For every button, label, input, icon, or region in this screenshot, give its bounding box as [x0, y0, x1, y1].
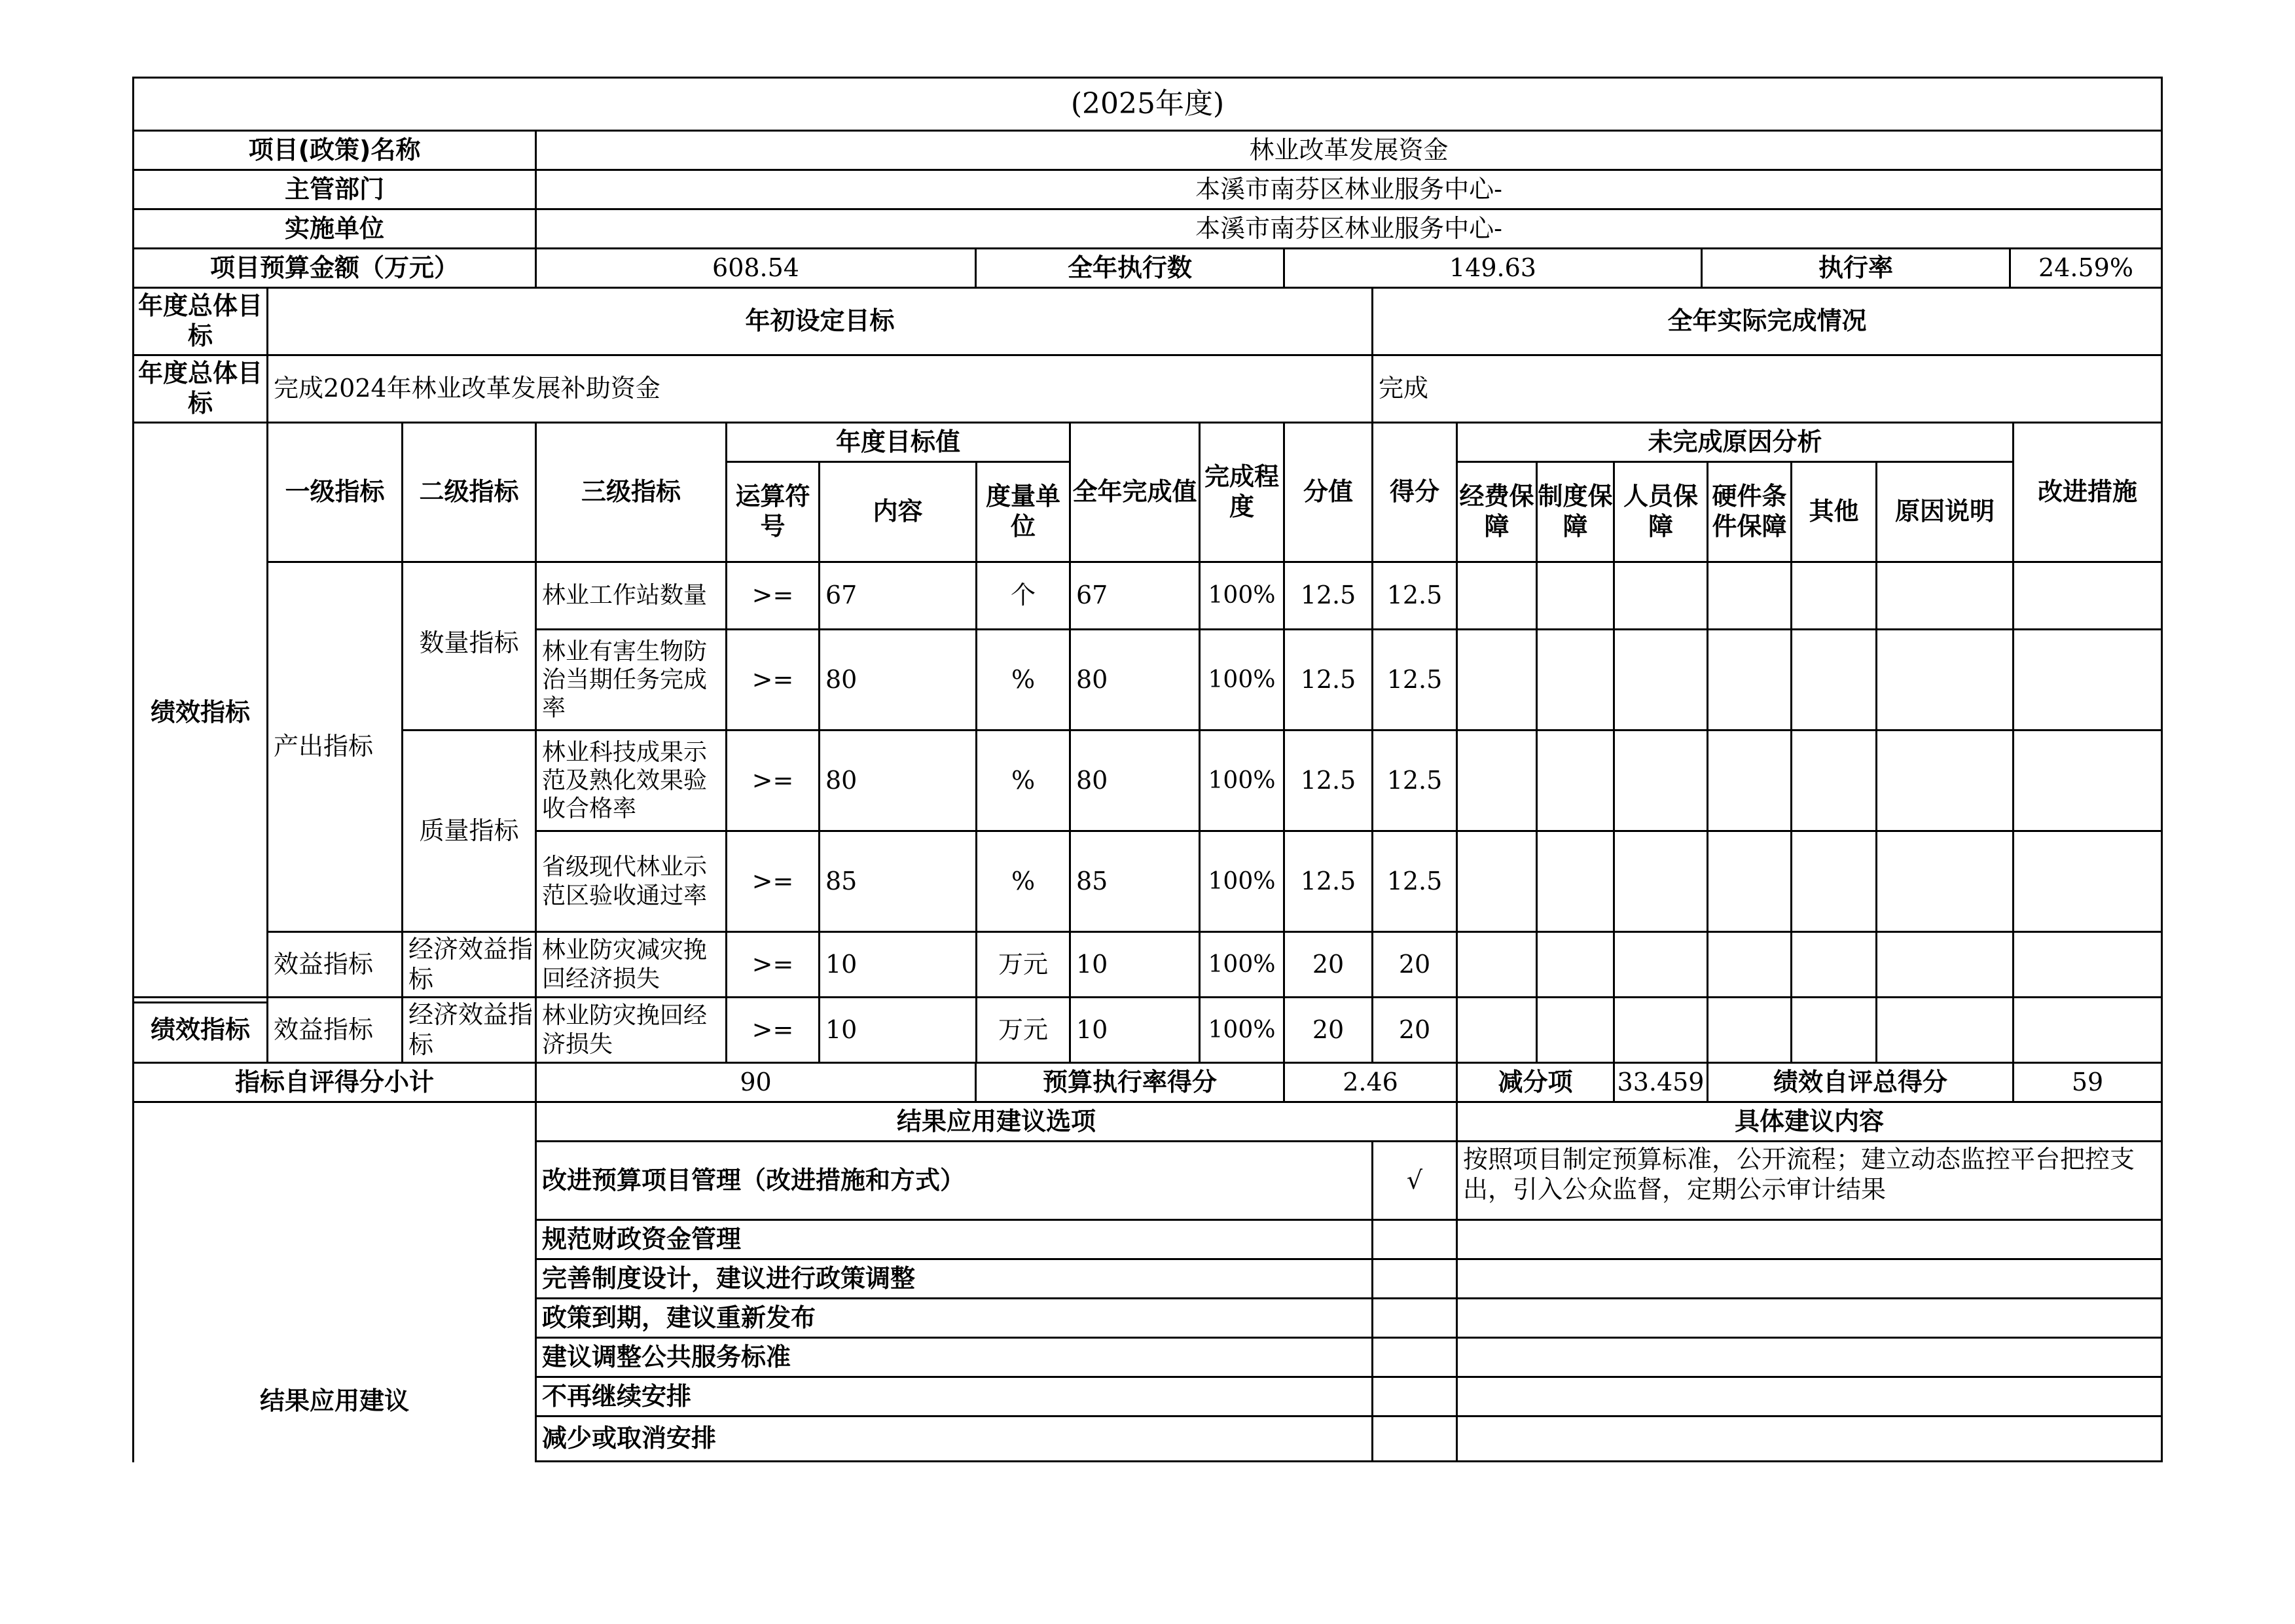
indicator-content: 10: [818, 996, 977, 1064]
indicator-name: 省级现代林业示范区验收通过率: [535, 830, 727, 933]
empty-cell: [1790, 628, 1877, 731]
empty-cell: [2012, 561, 2163, 630]
indicator-content: 67: [818, 561, 977, 630]
empty-cell: [1790, 561, 1877, 630]
subtotal-value: 90: [535, 1062, 977, 1103]
indicator-score: 12.5: [1371, 628, 1458, 731]
empty-cell: [1536, 996, 1615, 1064]
fund-header: 经费保障: [1456, 461, 1538, 563]
option-check: [1371, 1258, 1458, 1299]
empty-cell: [1790, 996, 1877, 1064]
indicator-done: 80: [1069, 628, 1201, 731]
indicator-name: 林业有害生物防治当期任务完成率: [535, 628, 727, 731]
budget-value: 608.54: [535, 247, 977, 289]
total-value: 59: [2012, 1062, 2163, 1103]
option-label: 建议调整公共服务标准: [535, 1337, 1373, 1378]
level1-benefit-b: 效益指标: [266, 996, 403, 1064]
option-advice: [1456, 1337, 2163, 1378]
empty-cell: [1875, 996, 2014, 1064]
page-title: (2025年度): [132, 77, 2163, 132]
degree-header: 完成程度: [1199, 422, 1285, 563]
indicator-value: 12.5: [1283, 729, 1373, 832]
indicator-degree: 100%: [1199, 729, 1285, 832]
indicator-content: 80: [818, 628, 977, 731]
empty-cell: [1707, 830, 1792, 933]
hardware-header: 硬件条件保障: [1707, 461, 1792, 563]
empty-cell: [1707, 628, 1792, 731]
indicator-value: 20: [1283, 996, 1373, 1064]
goal-text: 完成2024年林业改革发展补助资金: [266, 354, 1373, 424]
empty-cell: [1790, 830, 1877, 933]
indicator-name: 林业工作站数量: [535, 561, 727, 630]
empty-cell: [1790, 729, 1877, 832]
indicator-done: 67: [1069, 561, 1201, 630]
indicator-degree: 100%: [1199, 628, 1285, 731]
level2-quantity: 数量指标: [401, 561, 537, 731]
indicator-operator: >=: [725, 561, 820, 630]
indicator-value: 12.5: [1283, 561, 1373, 630]
implementer-label: 实施单位: [132, 208, 537, 249]
option-check: [1371, 1219, 1458, 1260]
department-label: 主管部门: [132, 169, 537, 210]
level2-econ-a: 经济效益指标: [401, 931, 537, 998]
option-label: 完善制度设计，建议进行政策调整: [535, 1258, 1373, 1299]
deduct-label: 减分项: [1456, 1062, 1615, 1103]
level1-output: 产出指标: [266, 561, 403, 933]
budget-score-value: 2.46: [1283, 1062, 1458, 1103]
exec-rate-label: 执行率: [1701, 247, 2011, 289]
level2-quality: 质量指标: [401, 729, 537, 933]
empty-cell: [1456, 830, 1538, 933]
indicator-content: 80: [818, 729, 977, 832]
empty-cell: [1707, 729, 1792, 832]
indicator-name: 林业科技成果示范及熟化效果验收合格率: [535, 729, 727, 832]
empty-cell: [1536, 931, 1615, 998]
budget-score-label: 预算执行率得分: [975, 1062, 1285, 1103]
indicator-operator: >=: [725, 830, 820, 933]
exec-rate-value: 24.59%: [2009, 247, 2163, 289]
option-check: [1371, 1297, 1458, 1339]
reason-header: 未完成原因分析: [1456, 422, 2014, 463]
indicator-name: 林业防灾挽回经济损失: [535, 996, 727, 1064]
option-label: 减少或取消安排: [535, 1415, 1373, 1462]
indicator-unit: 万元: [975, 931, 1071, 998]
total-label: 绩效自评总得分: [1707, 1062, 2014, 1103]
option-advice: [1456, 1415, 2163, 1462]
empty-cell: [1875, 628, 2014, 731]
option-check: [1371, 1415, 1458, 1462]
empty-cell: [2012, 729, 2163, 832]
annual-exec-value: 149.63: [1283, 247, 1703, 289]
perf-label: 绩效指标: [132, 422, 268, 1003]
indicator-operator: >=: [725, 931, 820, 998]
indicator-score: 20: [1371, 996, 1458, 1064]
empty-cell: [1613, 931, 1708, 998]
annual-goal-label-2: 年度总体目标: [132, 354, 268, 424]
indicator-unit: %: [975, 628, 1071, 731]
level1-benefit-a: 效益指标: [266, 931, 403, 998]
deduct-value: 33.459: [1613, 1062, 1708, 1103]
indicator-operator: >=: [725, 996, 820, 1064]
explain-header: 原因说明: [1875, 461, 2014, 563]
indicator-operator: >=: [725, 628, 820, 731]
indicator-operator: >=: [725, 729, 820, 832]
option-advice: [1456, 1297, 2163, 1339]
empty-cell: [1613, 561, 1708, 630]
target-value-header: 年度目标值: [725, 422, 1071, 463]
result-options-header: 结果应用建议选项: [535, 1101, 1458, 1142]
option-label: 不再继续安排: [535, 1376, 1373, 1417]
perf-label-2: 绩效指标: [132, 996, 268, 1064]
level2-header: 二级指标: [401, 422, 537, 563]
option-label: 政策到期，建议重新发布: [535, 1297, 1373, 1339]
option-check: [1371, 1337, 1458, 1378]
actual-text: 完成: [1371, 354, 2163, 424]
annual-goal-label: 年度总体目标: [132, 287, 268, 356]
empty-cell: [1536, 628, 1615, 731]
empty-cell: [1536, 561, 1615, 630]
score-header: 得分: [1371, 422, 1458, 563]
empty-cell: [2012, 931, 2163, 998]
empty-cell: [1707, 996, 1792, 1064]
annual-exec-label: 全年执行数: [975, 247, 1285, 289]
result-app-label: 结果应用建议: [132, 1101, 537, 1462]
empty-cell: [2012, 996, 2163, 1064]
option-check: [1371, 1376, 1458, 1417]
evaluation-table: [132, 77, 2163, 1462]
empty-cell: [1456, 931, 1538, 998]
level2-econ-b: 经济效益指标: [401, 996, 537, 1064]
initial-goal-header: 年初设定目标: [266, 287, 1373, 356]
indicator-done: 10: [1069, 931, 1201, 998]
empty-cell: [1707, 931, 1792, 998]
empty-cell: [1456, 729, 1538, 832]
indicator-value: 20: [1283, 931, 1373, 998]
actual-header: 全年实际完成情况: [1371, 287, 2163, 356]
empty-cell: [1707, 561, 1792, 630]
empty-cell: [1456, 996, 1538, 1064]
indicator-degree: 100%: [1199, 931, 1285, 998]
level3-header: 三级指标: [535, 422, 727, 563]
advice-header: 具体建议内容: [1456, 1101, 2163, 1142]
option-check: √: [1371, 1140, 1458, 1221]
empty-cell: [1613, 729, 1708, 832]
indicator-value: 12.5: [1283, 830, 1373, 933]
indicator-score: 12.5: [1371, 729, 1458, 832]
empty-cell: [1875, 561, 2014, 630]
project-name-value: 林业改革发展资金: [535, 130, 2163, 171]
empty-cell: [2012, 830, 2163, 933]
empty-cell: [1536, 729, 1615, 832]
empty-cell: [2012, 628, 2163, 731]
indicator-degree: 100%: [1199, 996, 1285, 1064]
indicator-score: 12.5: [1371, 830, 1458, 933]
option-advice: 按照项目制定预算标准，公开流程；建立动态监控平台把控支出，引入公众监督，定期公示审计结果: [1456, 1140, 2163, 1221]
improve-header: 改进措施: [2012, 422, 2163, 563]
unit-header: 度量单位: [975, 461, 1071, 563]
indicator-unit: %: [975, 729, 1071, 832]
content-header: 内容: [818, 461, 977, 563]
empty-cell: [1536, 830, 1615, 933]
level1-header: 一级指标: [266, 422, 403, 563]
indicator-score: 20: [1371, 931, 1458, 998]
option-advice: [1456, 1376, 2163, 1417]
department-value: 本溪市南芬区林业服务中心-: [535, 169, 2163, 210]
indicator-done: 85: [1069, 830, 1201, 933]
indicator-degree: 100%: [1199, 561, 1285, 630]
empty-cell: [1613, 830, 1708, 933]
option-advice: [1456, 1219, 2163, 1260]
empty-cell: [1613, 628, 1708, 731]
annual-done-header: 全年完成值: [1069, 422, 1201, 563]
indicator-content: 10: [818, 931, 977, 998]
indicator-value: 12.5: [1283, 628, 1373, 731]
option-label: 改进预算项目管理（改进措施和方式）: [535, 1140, 1373, 1221]
indicator-degree: 100%: [1199, 830, 1285, 933]
budget-label: 项目预算金额（万元）: [132, 247, 537, 289]
option-advice: [1456, 1258, 2163, 1299]
indicator-name: 林业防灾减灾挽回经济损失: [535, 931, 727, 998]
system-header: 制度保障: [1536, 461, 1615, 563]
empty-cell: [1875, 729, 2014, 832]
indicator-done: 10: [1069, 996, 1201, 1064]
empty-cell: [1456, 628, 1538, 731]
implementer-value: 本溪市南芬区林业服务中心-: [535, 208, 2163, 249]
indicator-done: 80: [1069, 729, 1201, 832]
indicator-score: 12.5: [1371, 561, 1458, 630]
empty-cell: [1790, 931, 1877, 998]
staff-header: 人员保障: [1613, 461, 1708, 563]
empty-cell: [1875, 830, 2014, 933]
empty-cell: [1875, 931, 2014, 998]
option-label: 规范财政资金管理: [535, 1219, 1373, 1260]
project-name-label: 项目(政策)名称: [132, 130, 537, 171]
score-value-header: 分值: [1283, 422, 1373, 563]
indicator-unit: 个: [975, 561, 1071, 630]
subtotal-label: 指标自评得分小计: [132, 1062, 537, 1103]
other-header: 其他: [1790, 461, 1877, 563]
indicator-unit: %: [975, 830, 1071, 933]
indicator-unit: 万元: [975, 996, 1071, 1064]
operator-header: 运算符号: [725, 461, 820, 563]
indicator-content: 85: [818, 830, 977, 933]
empty-cell: [1456, 561, 1538, 630]
empty-cell: [1613, 996, 1708, 1064]
